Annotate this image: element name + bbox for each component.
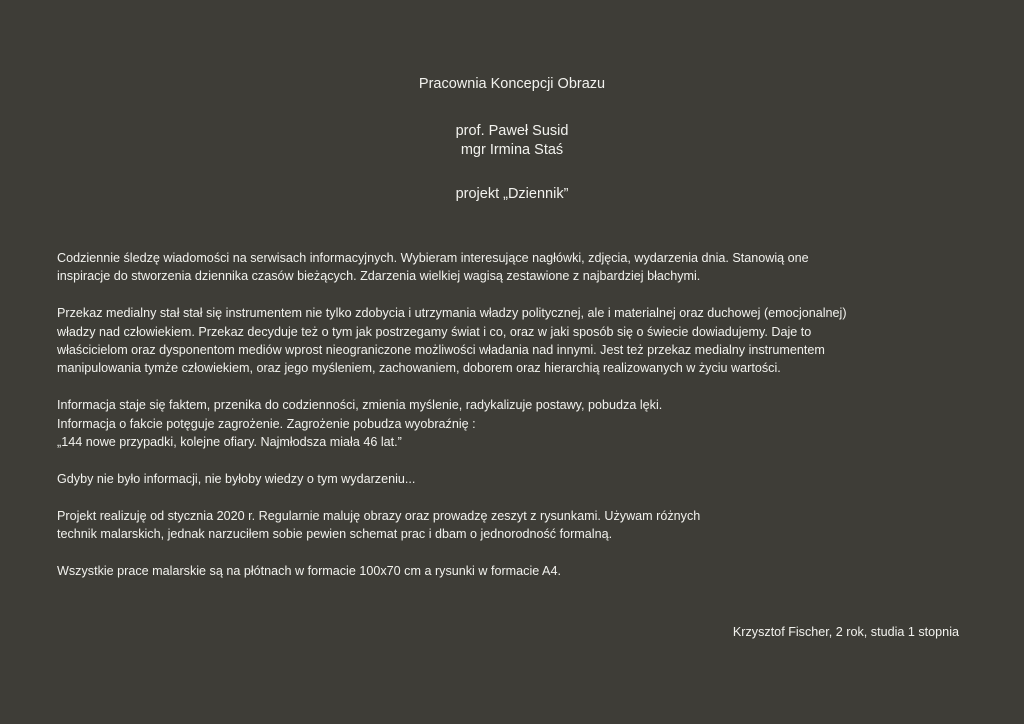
text-line: Projekt realizuję od stycznia 2020 r. Regularnie maluję obrazy oraz prowadzę zeszyt z rysunkami. Używam różnych	[57, 508, 701, 523]
paragraph	[57, 507, 987, 544]
text-line: inspiracje do stworzenia dziennika czasów bieżących. Zdarzenia wielkiej wagisą zestawione z najbardziej błachymi.	[57, 269, 701, 284]
studio-title: Pracownia Koncepcji Obrazu	[418, 76, 606, 92]
paragraph	[57, 470, 987, 488]
paragraph	[57, 249, 987, 286]
text-line: Wszystkie prace malarskie są na płótnach w formacie 100x70 cm a rysunki w formacie A4.	[57, 563, 561, 578]
project-title: projekt „Dziennik”	[455, 186, 569, 202]
text-line: manipulowania tymże człowiekiem, oraz jego myśleniem, zachowaniem, doborem oraz hierarchią realizowanych w życiu wartości.	[57, 361, 781, 376]
project-description	[57, 249, 987, 580]
paragraph	[57, 304, 987, 378]
text-line: Informacja staje się faktem, przenika do codzienności, zmienia myślenie, radykalizuje postawy, pobudza lęki.	[57, 398, 663, 413]
author-signature: Krzysztof Fischer, 2 rok, studia 1 stopnia	[732, 625, 959, 639]
quote-line: „144 nowe przypadki, kolejne ofiary. Najmłodsza miała 46 lat.”	[57, 435, 402, 450]
text-line: Przekaz medialny stał stał się instrumentem nie tylko zdobycia i utrzymania władzy politycznej, ale i materialnej oraz duchowej (emocjonalnej)	[57, 306, 847, 321]
text-line: Codziennie śledzę wiadomości na serwisach informacyjnych. Wybieram interesujące nagłówki, zdjęcia, wydarzenia dnia. Stanowią one	[57, 251, 809, 265]
paragraph	[57, 396, 987, 451]
professor-name: prof. Paweł Susid	[455, 123, 569, 139]
assistant-name: mgr Irmina Staś	[460, 142, 564, 158]
text-line: technik malarskich, jednak narzuciłem sobie pewien schemat prac i dbam o jednorodność formalną.	[57, 527, 613, 542]
paragraph	[57, 562, 987, 580]
text-line: właścicielom oraz dysponentom mediów wprost nieograniczone możliwości władania nad innymi. Jest też przekaz medialny instrumentem	[57, 343, 825, 358]
text-line: Informacja o fakcie potęguje zagrożenie. Zagrożenie pobudza wyobraźnię :	[57, 416, 476, 431]
text-line: Gdyby nie było informacji, nie byłoby wiedzy o tym wydarzeniu...	[57, 471, 416, 486]
text-line: władzy nad człowiekiem. Przekaz decyduje też o tym jak postrzegamy świat i co, oraz w jaki sposób się o świecie dowiadujemy. Daje to	[57, 324, 812, 339]
